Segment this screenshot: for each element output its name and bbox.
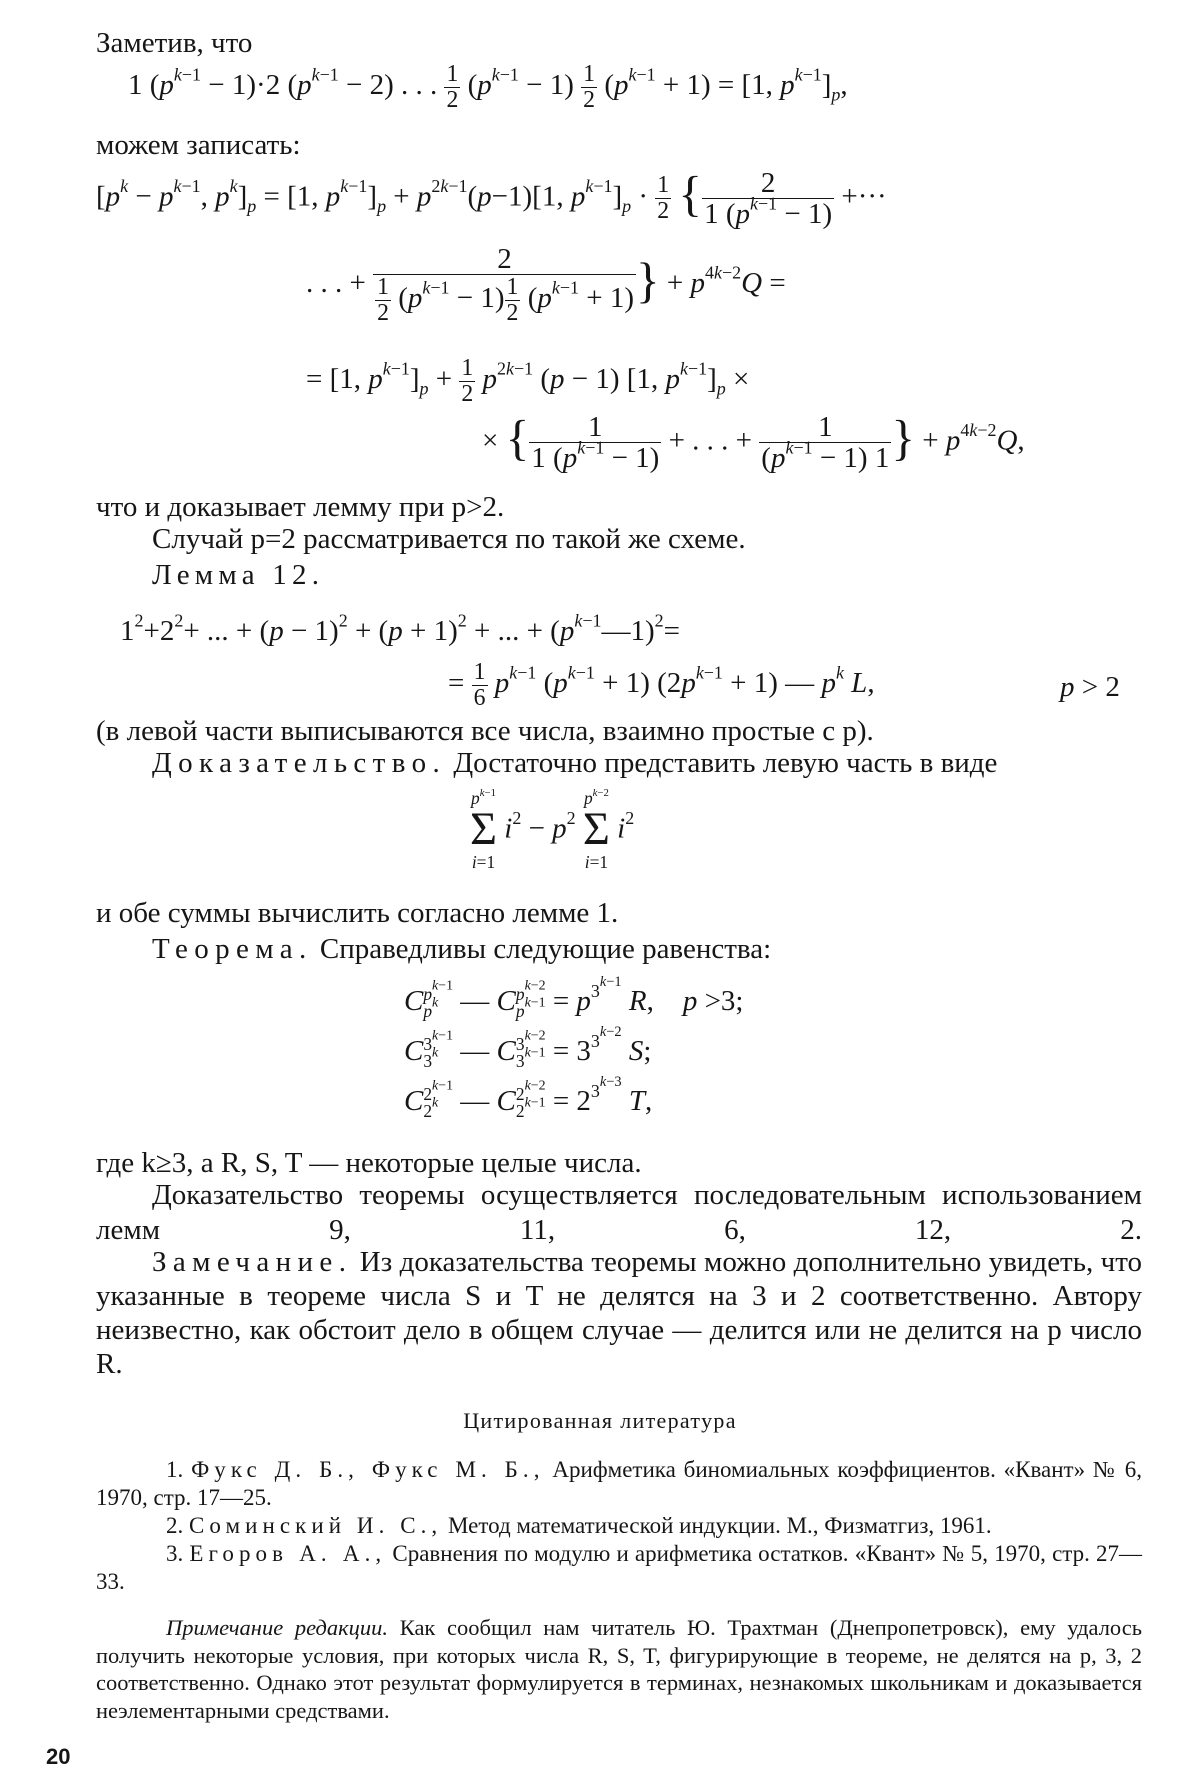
- formula-expansion-line-3: = [1, $p^{k-1}]_p$ + $\frac{1}{2}$ $p^{2k-1}$ (p − 1) [1, $p^{k-1}]_p$ ×: [306, 355, 750, 407]
- reference-authors: Егоров А. А.,: [189, 1541, 387, 1566]
- formula-expansion-line-2: . . . + 2 $\frac{1}{2}$ $(p^{k-1} - 1)$ $\frac{1}{2}$ $(p^{k-1} + 1)$ } + $p^{4k-2}Q$ =: [306, 243, 786, 327]
- reference-text: Арифметика биномиальных коэффициентов. «Квант» № 6, 1970, стр. 17—25.: [96, 1457, 1142, 1511]
- reference-text: Сравнения по модулю и арифметика остатков. «Квант» № 5, 1970, стр. 27—33.: [96, 1541, 1143, 1595]
- lemma-12-title: Лемма 12.: [152, 559, 325, 591]
- paragraph-noting: Заметив, что: [96, 27, 253, 59]
- formula-theorem-1: C $p^{k-1}$ $p^k$ — C $p^{k-2}$ $p^{k-1}$ = $p^{3^{k-1}}$ R, p >3;: [404, 973, 744, 1022]
- reference-number: 3.: [166, 1541, 184, 1566]
- formula-lemma12-condition: p > 2: [1060, 671, 1120, 703]
- remark-text: Из доказательства теоремы можно дополнительно увидеть, что указанные в теореме числа S и T не делятся на 3 и 2 соответственно. Автору неизвестно, как обстоит дело в общем случае — делится или не делится на p число R.: [96, 1246, 1143, 1380]
- proof-label: Доказательство.: [152, 747, 447, 779]
- reference-authors: Фукс Д. Б., Фукс М. Б.,: [191, 1457, 545, 1482]
- paragraph-proof: [152, 746, 1142, 781]
- page-number: 20: [46, 1744, 71, 1769]
- theorem-text: Справедливы следующие равенства:: [319, 933, 772, 965]
- paragraph-theorem: [152, 932, 771, 967]
- paragraph-can-write: можем записать:: [96, 129, 301, 161]
- paragraph-theorem-proof: Доказательство теоремы осуществляется последовательным использованием лемм 9, 11, 6, 12, 2.: [96, 1179, 1142, 1246]
- editor-note-label: Примечание редакции.: [166, 1615, 389, 1640]
- formula-theorem-3: C $2^{k-1}$ 2$^k$ — C $2^{k-2}$ $2^{k-1}$ = $2^{3^{k-3}}$ T,: [404, 1073, 653, 1122]
- formula-product: 1 $(p^{k-1} - 1)\cdot 2$ $(p^{k-1} - 2)$ . . . $\frac{1}{2}$ $(p^{k-1} - 1)$ $\frac{1}{2}$ $(p^{k-1} + 1) = [1$, $p^{k-1}]_p$,: [128, 61, 848, 113]
- formula-lemma12-line-2: = $\frac{1}{6}$ $p^{k-1}$ $(p^{k-1} + 1) (2p^{k-1} + 1)$ — $p^k$ L,: [448, 659, 875, 711]
- reference-3: [96, 1540, 1142, 1596]
- reference-authors: Соминский И. С.,: [189, 1513, 443, 1538]
- paragraph-case-p2: Случай p=2 рассматривается по такой же схеме.: [152, 523, 746, 555]
- formula-expansion-line-1: [$p^k - p^{k-1}$, $p^k]_p = [1$, $p^{k-1}]_p + p^{2k-1}(p-1)[1$, $p^{k-1}]_p$ · $\frac{1}{2}$ { $\frac{2}{1 (p^{k-1} - 1)}$ +···: [96, 166, 887, 231]
- reference-2: [96, 1512, 1142, 1540]
- formula-lemma12-line-1: $1^2+2^2+$ ... + $(p - 1)^2 + (p + 1)^2$ + ... + $(p^{k-1}—1)^2=$: [120, 610, 680, 647]
- reference-text: Метод математической индукции. М., Физматгиз, 1961.: [448, 1513, 992, 1538]
- paragraph-proves-lemma: что и доказывает лемму при p>2.: [96, 491, 505, 523]
- paragraph-remark: [96, 1246, 1142, 1382]
- reference-number: 2.: [166, 1513, 184, 1538]
- formula-expansion-line-4: × { $\frac{1}{1 (p^{k-1} - 1)}$ + . . . + $\frac{1}{(p^{k-1} - 1) 1}$ } + $p^{4k-2}Q$,: [482, 410, 1025, 475]
- paragraph-both-sums: и обе суммы вычислить согласно лемме 1.: [96, 897, 619, 929]
- formula-theorem-2: C $3^{k-1}$ 3$^k$ — C $3^{k-2}$ $3^{k-1}$ = $3^{3^{k-2}}$ S;: [404, 1023, 652, 1072]
- remark-label: Замечание.: [152, 1246, 353, 1278]
- reference-1: [96, 1456, 1142, 1512]
- formula-sums: $p^{k-1}$ Σ i=1 $i^2 - p^2$ $p^{k-2}$ Σ i=1 $i^2$: [470, 786, 635, 872]
- editor-note-text: Как сообщил нам читатель Ю. Трахтман (Днепропетровск), ему удалось получить некоторые условия, при которых числа R, S, T, фигурирующие в теореме, не делятся на p, 3, 2 соответственно. Однако этот результат формулируется в терминах, незнакомых школьникам и доказывается неэлементарными средствами.: [96, 1615, 1142, 1724]
- proof-text: Достаточно представить левую часть в виде: [453, 747, 998, 779]
- reference-number: 1.: [166, 1457, 184, 1482]
- references-heading: Цитированная литература: [463, 1408, 737, 1433]
- theorem-label: Теорема.: [152, 933, 313, 965]
- paragraph-left-side-note: (в левой части выписываются все числа, взаимно простые с p).: [96, 715, 874, 747]
- paragraph-where-k: где k≥3, а R, S, T — некоторые целые числа.: [96, 1147, 642, 1179]
- editor-note: [96, 1614, 1142, 1725]
